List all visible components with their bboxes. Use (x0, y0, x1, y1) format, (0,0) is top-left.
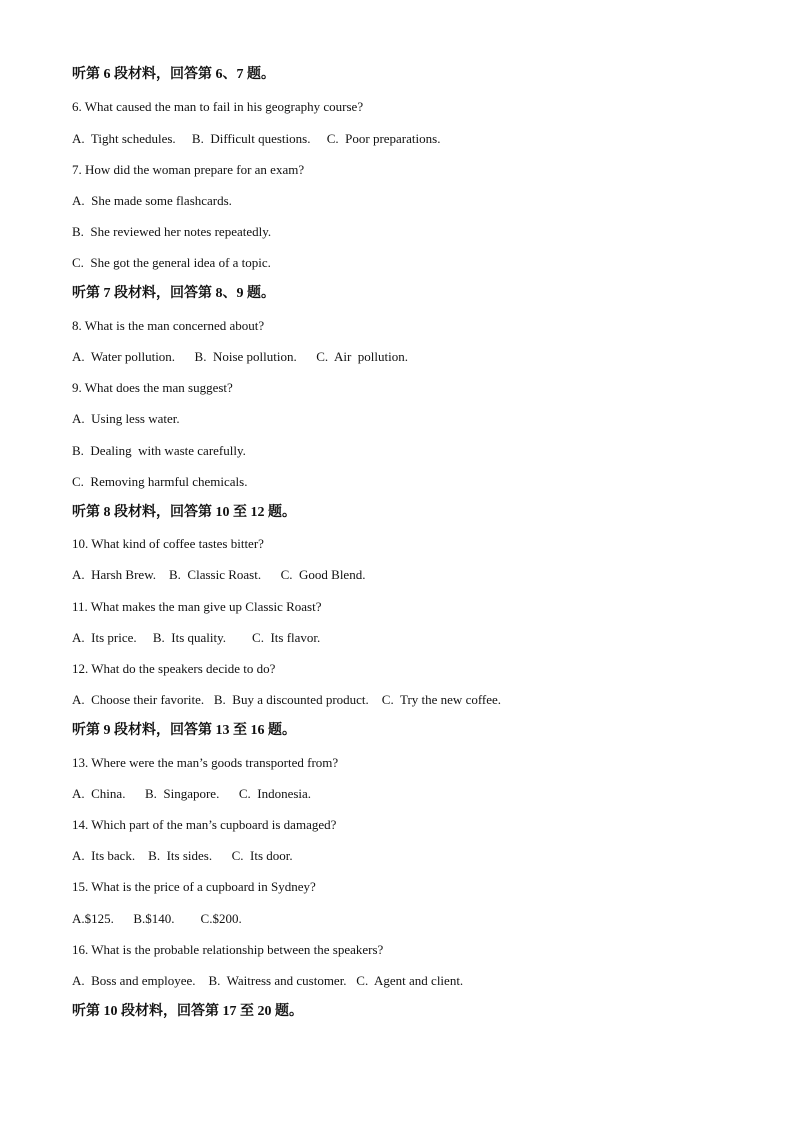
answer-options: A. Harsh Brew. B. Classic Roast. C. Good Blend. (72, 567, 366, 582)
section-heading: 听第 8 段材料，回答第 10 至 12 题。 (72, 505, 296, 520)
answer-options: A. China. B. Singapore. C. Indonesia. (72, 786, 312, 801)
answer-options: A. Choose their favorite. B. Buy a discounted product. C. Try the new coffee. (72, 692, 502, 707)
answer-options: A. Boss and employee. B. Waitress and customer. C. Agent and client. (72, 973, 464, 988)
answer-options: A. Water pollution. B. Noise pollution. C. Air pollution. (72, 349, 408, 364)
question-text: 11. What makes the man give up Classic Roast? (72, 599, 322, 614)
answer-option: C. Removing harmful chemicals. (72, 474, 248, 489)
question-text: 8. What is the man concerned about? (72, 318, 265, 333)
question-text: 10. What kind of coffee tastes bitter? (72, 536, 264, 551)
section-heading: 听第 7 段材料，回答第 8、9 题。 (72, 286, 275, 301)
answer-option: C. She got the general idea of a topic. (72, 255, 271, 270)
answer-option: B. She reviewed her notes repeatedly. (72, 224, 272, 239)
question-text: 13. Where were the man’s goods transported from? (72, 755, 339, 770)
answer-options: A. Its back. B. Its sides. C. Its door. (72, 848, 293, 863)
section-heading: 听第 6 段材料，回答第 6、7 题。 (72, 67, 275, 82)
answer-options: A. Its price. B. Its quality. C. Its flavor. (72, 630, 321, 645)
answer-options: A. Tight schedules. B. Difficult questions. C. Poor preparations. (72, 131, 441, 146)
answer-option: A. Using less water. (72, 411, 180, 426)
question-text: 9. What does the man suggest? (72, 380, 233, 395)
section-heading: 听第 10 段材料，回答第 17 至 20 题。 (72, 1004, 303, 1019)
question-text: 16. What is the probable relationship between the speakers? (72, 942, 384, 957)
question-text: 12. What do the speakers decide to do? (72, 661, 276, 676)
section-heading: 听第 9 段材料，回答第 13 至 16 题。 (72, 723, 296, 738)
answer-option: A. She made some flashcards. (72, 193, 232, 208)
answer-option: B. Dealing with waste carefully. (72, 443, 246, 458)
answer-options: A.$125. B.$140. C.$200. (72, 911, 242, 926)
question-text: 14. Which part of the man’s cupboard is damaged? (72, 817, 337, 832)
question-text: 15. What is the price of a cupboard in Sydney? (72, 879, 316, 894)
question-text: 7. How did the woman prepare for an exam? (72, 162, 305, 177)
question-text: 6. What caused the man to fail in his geography course? (72, 99, 364, 114)
